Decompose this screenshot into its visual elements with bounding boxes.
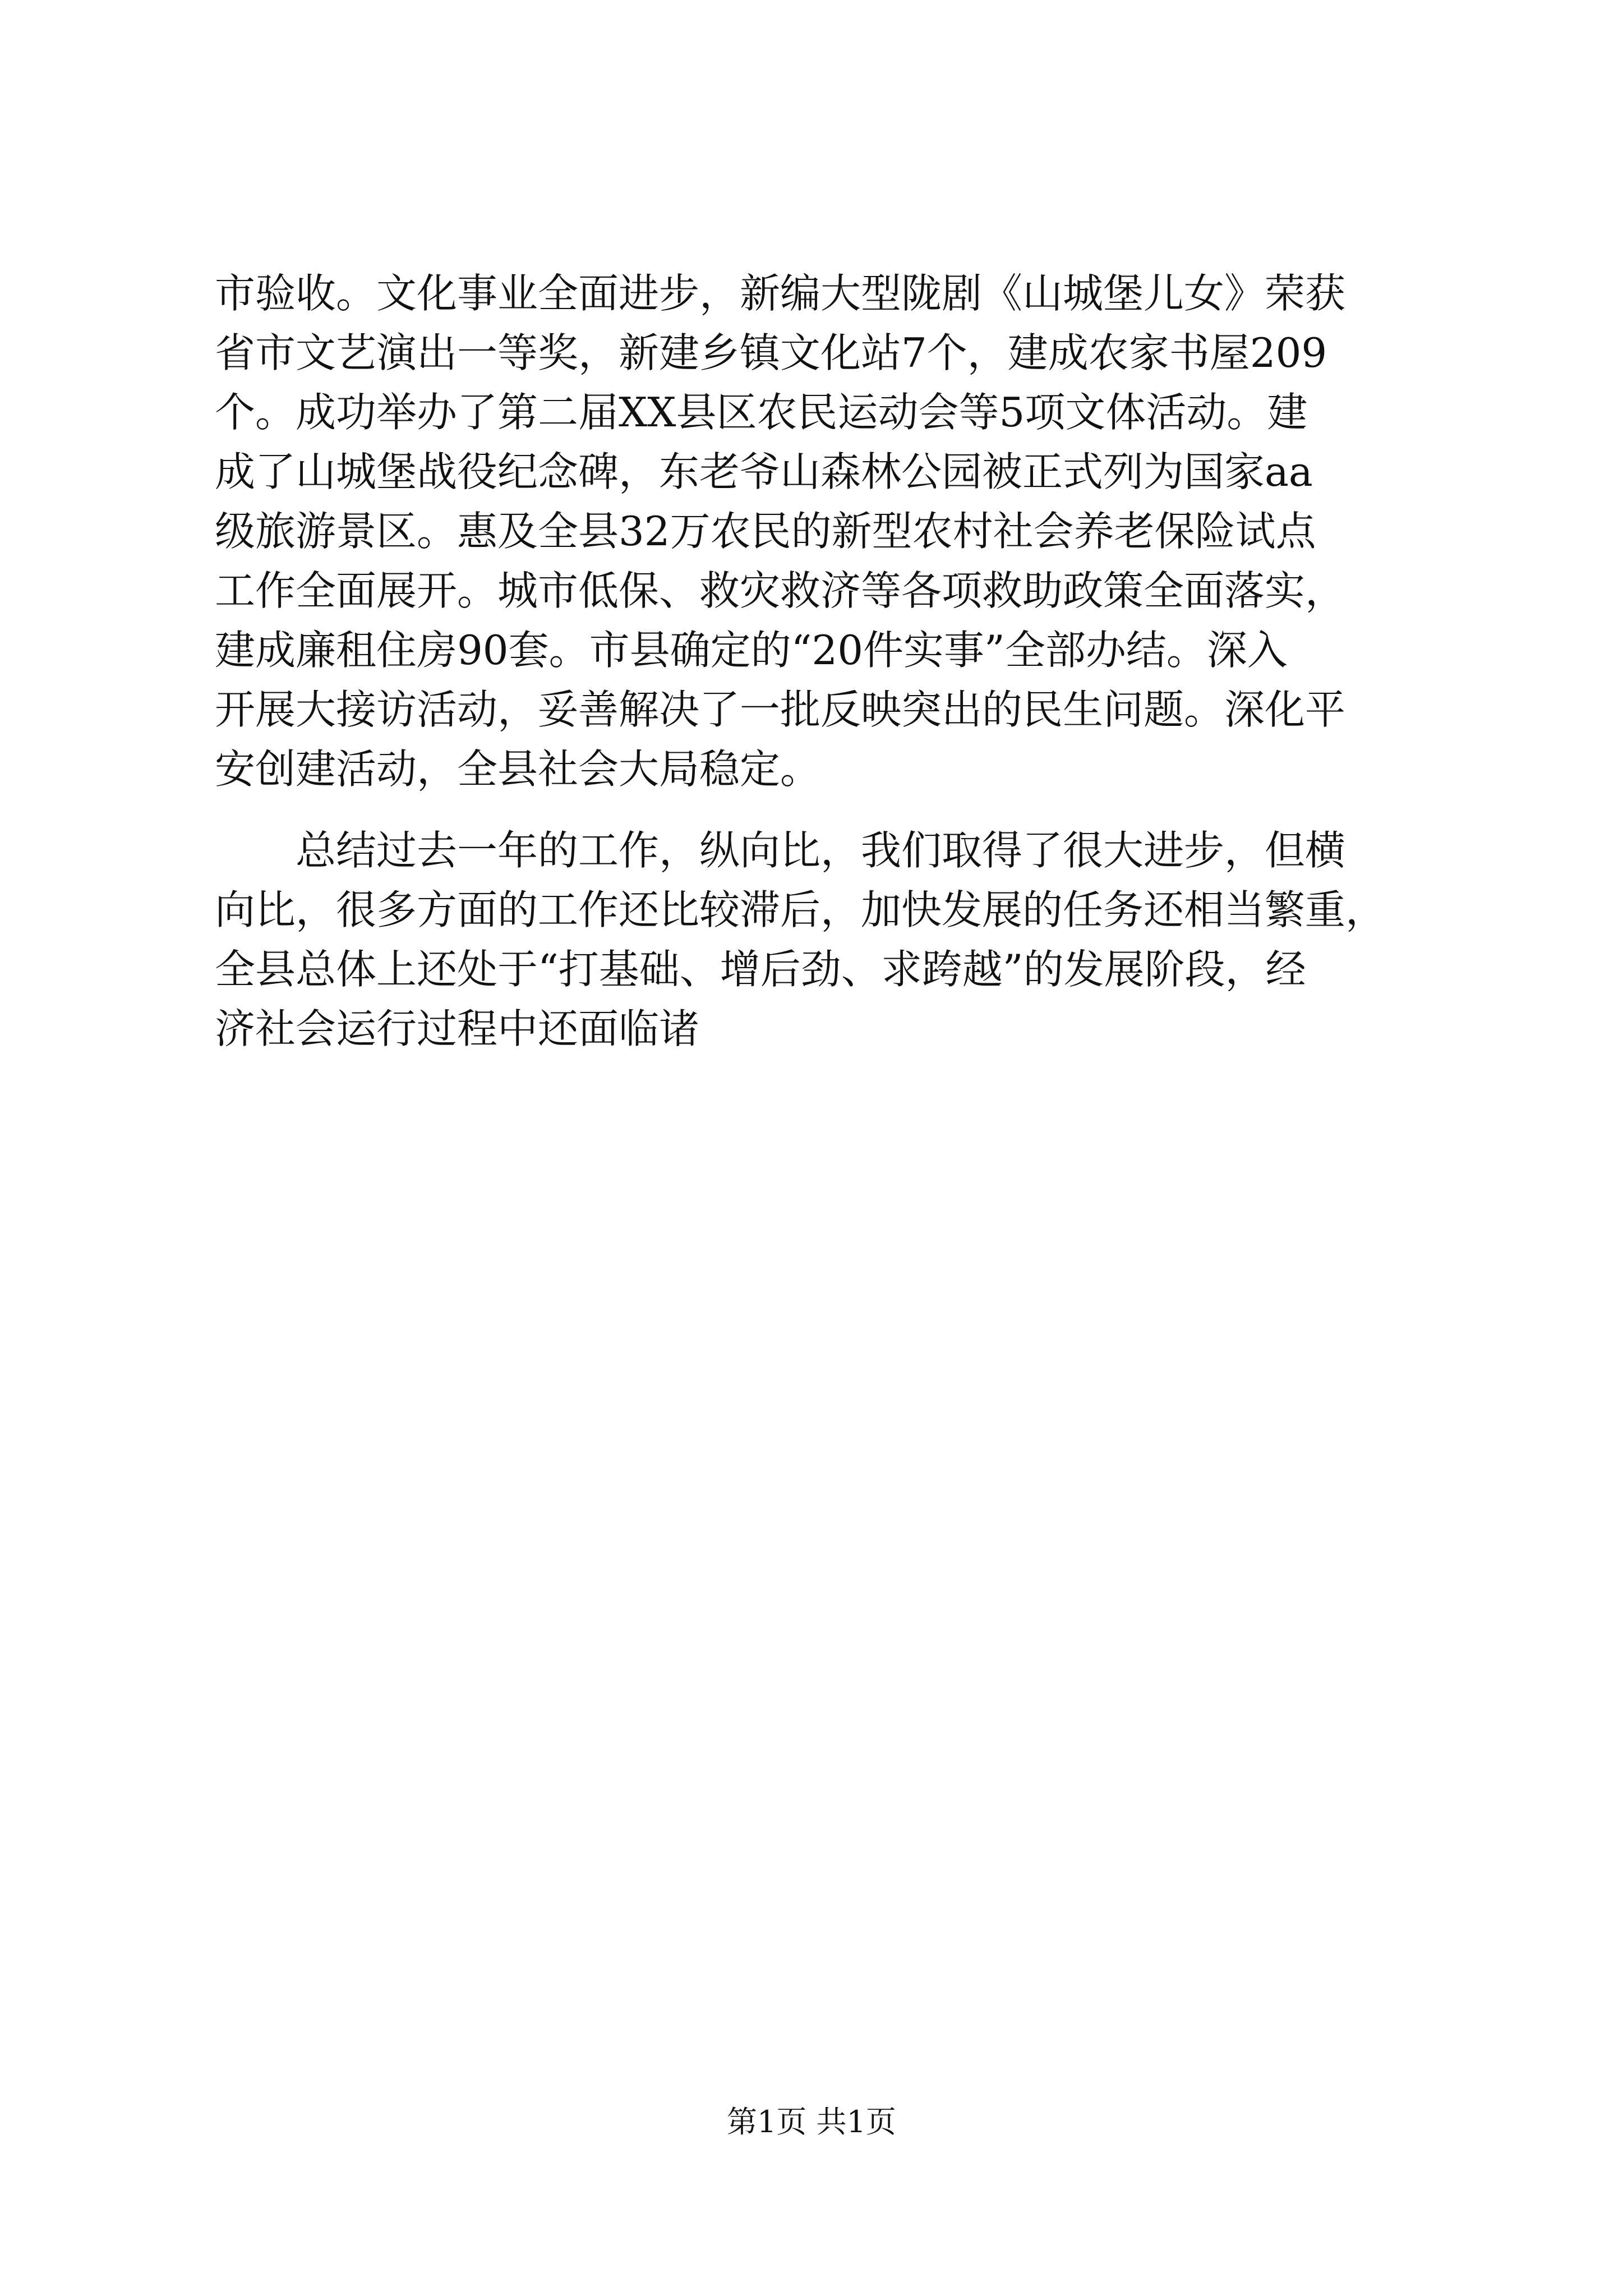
- page-number-footer: 第1页 共1页: [727, 2104, 896, 2139]
- paragraph-line: 建成廉租住房90套。市县确定的“20件实事”全部办结。深入: [215, 627, 1288, 674]
- paragraph-line: 全县总体上还处于“打基础、增后劲、求跨越”的发展阶段，经: [215, 946, 1306, 993]
- paragraph-line: 安创建活动，全县社会大局稳定。: [215, 746, 821, 793]
- paragraph-line: 济社会运行过程中还面临诸: [215, 1005, 700, 1052]
- paragraph-line: 市验收。文化事业全面进步，新编大型陇剧《山城堡儿女》荣获: [215, 270, 1346, 317]
- paragraph-line: 成了山城堡战役纪念碑，东老爷山森林公园被正式列为国家aa: [215, 448, 1313, 495]
- paragraph-line: 省市文艺演出一等奖，新建乡镇文化站7个，建成农家书屋209: [215, 329, 1327, 376]
- paragraph-line: 级旅游景区。惠及全县32万农民的新型农村社会养老保险试点: [215, 508, 1316, 555]
- paragraph-line: 个。成功举办了第二届XX县区农民运动会等5项文体活动。建: [215, 389, 1308, 436]
- paragraph-line: 工作全面展开。城市低保、救灾救济等各项救助政策全面落实，: [215, 567, 1346, 614]
- paragraph-line: 向比，很多方面的工作还比较滞后，加快发展的任务还相当繁重，: [215, 886, 1386, 933]
- paragraph-line: 总结过去一年的工作，纵向比，我们取得了很大进步，但横: [215, 827, 1346, 874]
- paragraph-line: 开展大接访活动，妥善解决了一批反映突出的民生问题。深化平: [215, 686, 1346, 733]
- body-text: [215, 264, 1426, 1059]
